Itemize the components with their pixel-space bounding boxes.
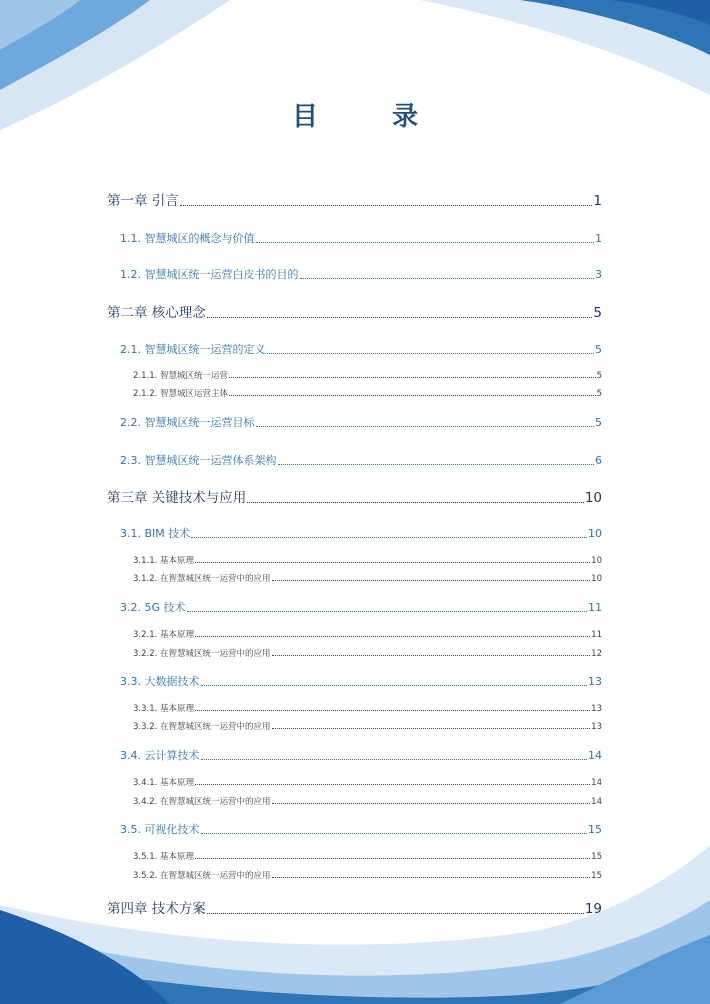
toc-page: 1 <box>595 232 602 245</box>
toc-leader <box>195 858 590 859</box>
toc-entry-subsection[interactable] <box>133 647 602 659</box>
toc-page: 13 <box>591 722 602 732</box>
toc-label: 1.1. 智慧城区的概念与价值 <box>120 232 255 245</box>
toc-page: 11 <box>588 601 602 614</box>
toc-label: 3.4.1. 基本原理 <box>133 778 195 788</box>
toc-leader <box>207 913 584 914</box>
toc-entry-subsection[interactable] <box>133 702 602 714</box>
toc-entry-chapter[interactable] <box>107 301 602 321</box>
toc-entry-section[interactable] <box>120 747 602 763</box>
toc-label: 3.1.2. 在智慧城区统一运营中的应用 <box>133 574 271 584</box>
toc-entry-subsection[interactable] <box>133 795 602 807</box>
toc-leader <box>180 205 593 206</box>
toc-label: 3.3.2. 在智慧城区统一运营中的应用 <box>133 722 271 732</box>
toc-leader <box>201 759 588 760</box>
toc-page: 12 <box>591 649 602 659</box>
toc-label: 2.1.1. 智慧城区统一运营 <box>133 371 229 381</box>
toc-page: 6 <box>595 454 602 467</box>
toc-leader <box>256 242 595 243</box>
toc-entry-section[interactable] <box>120 673 602 689</box>
toc-page: 13 <box>591 704 602 714</box>
toc-label: 3.5.2. 在智慧城区统一运营中的应用 <box>133 871 271 881</box>
toc-label: 1.2. 智慧城区统一运营白皮书的目的 <box>120 268 299 281</box>
toc-page: 5 <box>595 343 602 356</box>
toc-page: 10 <box>591 574 602 584</box>
toc-page: 19 <box>584 901 602 917</box>
toc-entry-section[interactable] <box>120 821 602 837</box>
toc-leader <box>300 278 595 279</box>
toc-leader <box>201 685 588 686</box>
toc-page: 10 <box>588 527 602 540</box>
toc-leader <box>272 655 591 656</box>
toc-entry-chapter[interactable] <box>107 486 602 506</box>
toc-leader <box>201 833 588 834</box>
toc-page: 14 <box>591 797 602 807</box>
toc-leader <box>195 710 590 711</box>
toc-label: 3.4.2. 在智慧城区统一运营中的应用 <box>133 797 271 807</box>
toc-entry-subsection[interactable] <box>133 387 602 399</box>
toc-page: 3 <box>595 268 602 281</box>
toc-label: 2.1.2. 智慧城区运营主体 <box>133 389 229 399</box>
toc-leader <box>267 353 595 354</box>
toc-page: 14 <box>591 778 602 788</box>
toc-label: 3.5.1. 基本原理 <box>133 852 195 862</box>
toc-page: 5 <box>596 371 602 381</box>
toc-label: 第一章 引言 <box>107 193 179 209</box>
toc-page: 5 <box>593 305 602 321</box>
toc-leader <box>229 395 596 396</box>
toc-entry-chapter[interactable] <box>107 189 602 209</box>
toc-entry-section[interactable] <box>120 525 602 541</box>
toc-label: 第三章 关键技术与应用 <box>107 490 247 506</box>
toc-label: 3.2. 5G 技术 <box>120 601 186 614</box>
toc-entry-section[interactable] <box>120 230 602 246</box>
toc-leader <box>191 537 587 538</box>
toc-leader <box>278 464 595 465</box>
toc-entry-section[interactable] <box>120 452 602 468</box>
toc-label: 3.1.1. 基本原理 <box>133 556 195 566</box>
toc-page: 10 <box>584 490 602 506</box>
toc-entry-subsection[interactable] <box>133 720 602 732</box>
toc-label: 3.4. 云计算技术 <box>120 749 200 762</box>
toc-entry-chapter[interactable] <box>107 897 602 917</box>
toc-entry-subsection[interactable] <box>133 869 602 881</box>
toc-leader <box>195 562 590 563</box>
toc-leader <box>207 317 593 318</box>
toc-entry-subsection[interactable] <box>133 850 602 862</box>
toc-label: 3.3. 大数据技术 <box>120 675 200 688</box>
toc-leader <box>195 636 590 637</box>
toc-page: 1 <box>593 193 602 209</box>
toc-page: 15 <box>591 852 602 862</box>
toc-leader <box>272 728 591 729</box>
toc-page: 15 <box>588 823 602 836</box>
toc-leader <box>187 611 587 612</box>
toc-label: 3.1. BIM 技术 <box>120 527 191 540</box>
toc-leader <box>229 377 596 378</box>
toc-entry-subsection[interactable] <box>133 369 602 381</box>
toc-entry-section[interactable] <box>120 599 602 615</box>
toc-label: 3.2.1. 基本原理 <box>133 630 195 640</box>
toc-leader <box>247 502 584 503</box>
toc-page: 14 <box>588 749 602 762</box>
toc-page: 5 <box>595 416 602 429</box>
toc-label: 3.2.2. 在智慧城区统一运营中的应用 <box>133 649 271 659</box>
toc-page: 5 <box>596 389 602 399</box>
toc-page: 13 <box>588 675 602 688</box>
toc-label: 2.3. 智慧城区统一运营体系架构 <box>120 454 277 467</box>
toc-page: 10 <box>591 556 602 566</box>
toc-entry-subsection[interactable] <box>133 572 602 584</box>
page-title: 目 录 <box>291 102 442 132</box>
toc-label: 2.2. 智慧城区统一运营目标 <box>120 416 255 429</box>
toc-leader <box>195 784 590 785</box>
toc-leader <box>272 803 591 804</box>
toc-page: 11 <box>591 630 602 640</box>
toc-label: 3.3.1. 基本原理 <box>133 704 195 714</box>
toc-page: 15 <box>591 871 602 881</box>
toc-label: 第四章 技术方案 <box>107 901 206 917</box>
toc-label: 2.1. 智慧城区统一运营的定义 <box>120 343 266 356</box>
toc-leader <box>256 426 595 427</box>
toc-entry-subsection[interactable] <box>133 776 602 788</box>
toc-entry-subsection[interactable] <box>133 554 602 566</box>
toc-label: 3.5. 可视化技术 <box>120 823 200 836</box>
toc-leader <box>272 877 591 878</box>
toc-entry-subsection[interactable] <box>133 628 602 640</box>
toc-entry-section[interactable] <box>120 414 602 430</box>
toc-entry-section[interactable] <box>120 341 602 357</box>
toc-leader <box>272 580 591 581</box>
toc-entry-section[interactable] <box>120 266 602 282</box>
toc-label: 第二章 核心理念 <box>107 305 206 321</box>
